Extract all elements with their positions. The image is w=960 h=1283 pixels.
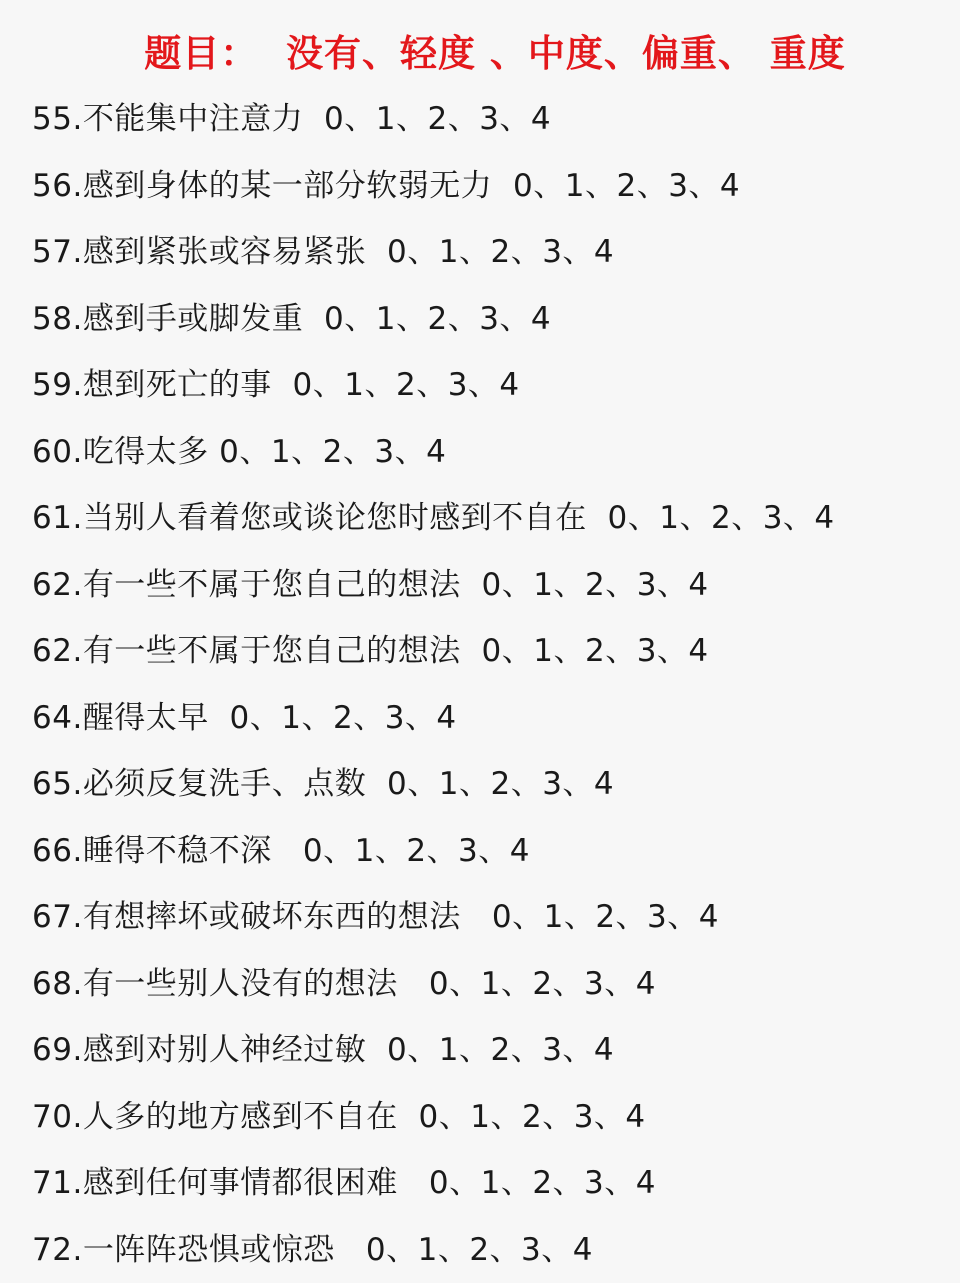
- question-item: [32, 86, 952, 153]
- rating-scale: 0、1、2、3、4: [324, 301, 551, 337]
- question-number: 61.: [32, 500, 83, 536]
- question-item: [32, 552, 952, 619]
- question-number: 70.: [32, 1099, 83, 1135]
- question-number: 72.: [32, 1232, 83, 1268]
- question-number: 69.: [32, 1032, 83, 1068]
- question-item: [32, 286, 952, 353]
- question-number: 68.: [32, 966, 83, 1002]
- question-text: 有一些不属于您自己的想法: [83, 567, 482, 603]
- question-item: [32, 1084, 952, 1151]
- question-text: 感到对别人神经过敏: [83, 1032, 387, 1068]
- question-number: 64.: [32, 700, 83, 736]
- question-text: 有一些不属于您自己的想法: [83, 633, 482, 669]
- question-number: 71.: [32, 1165, 83, 1201]
- question-number: 62.: [32, 633, 83, 669]
- question-text: 感到任何事情都很困难: [83, 1165, 429, 1201]
- question-text: 当别人看着您或谈论您时感到不自在: [83, 500, 608, 536]
- question-item: [32, 618, 952, 685]
- question-number: 60.: [32, 434, 83, 470]
- question-text: 人多的地方感到不自在: [83, 1099, 419, 1135]
- rating-scale: 0、1、2、3、4: [293, 367, 520, 403]
- question-number: 56.: [32, 168, 83, 204]
- rating-scale: 0、1、2、3、4: [429, 1165, 656, 1201]
- question-text: 感到手或脚发重: [83, 301, 324, 337]
- question-number: 66.: [32, 833, 83, 869]
- page-title: 题目： 没有、轻度 、中度、偏重、 重度: [0, 26, 960, 82]
- rating-scale: 0、1、2、3、4: [419, 1099, 646, 1135]
- question-item: [32, 751, 952, 818]
- question-number: 65.: [32, 766, 83, 802]
- question-number: 55.: [32, 101, 83, 137]
- rating-scale: 0、1、2、3、4: [230, 700, 457, 736]
- rating-scale: 0、1、2、3、4: [387, 234, 614, 270]
- question-text: 睡得不稳不深: [83, 833, 303, 869]
- question-item: [32, 685, 952, 752]
- question-text: 醒得太早: [83, 700, 230, 736]
- question-item: [32, 884, 952, 951]
- rating-scale: 0、1、2、3、4: [219, 434, 446, 470]
- question-text: 必须反复洗手、点数: [83, 766, 387, 802]
- question-number: 59.: [32, 367, 83, 403]
- rating-scale: 0、1、2、3、4: [387, 1032, 614, 1068]
- rating-scale: 0、1、2、3、4: [482, 567, 709, 603]
- question-item: [32, 485, 952, 552]
- question-item: [32, 818, 952, 885]
- question-number: 67.: [32, 899, 83, 935]
- rating-scale: 0、1、2、3、4: [608, 500, 835, 536]
- question-item: [32, 153, 952, 220]
- rating-scale: 0、1、2、3、4: [482, 633, 709, 669]
- question-number: 57.: [32, 234, 83, 270]
- rating-scale: 0、1、2、3、4: [387, 766, 614, 802]
- question-text: 感到身体的某一部分软弱无力: [83, 168, 513, 204]
- question-text: 有想摔坏或破坏东西的想法: [83, 899, 492, 935]
- rating-scale: 0、1、2、3、4: [513, 168, 740, 204]
- question-number: 62.: [32, 567, 83, 603]
- question-item: [32, 419, 952, 486]
- question-list: [32, 86, 952, 1283]
- rating-scale: 0、1、2、3、4: [492, 899, 719, 935]
- question-item: [32, 1217, 952, 1283]
- question-item: [32, 219, 952, 286]
- question-text: 有一些别人没有的想法: [83, 966, 429, 1002]
- question-text: 不能集中注意力: [83, 101, 324, 137]
- question-item: [32, 951, 952, 1018]
- question-number: 58.: [32, 301, 83, 337]
- rating-scale: 0、1、2、3、4: [324, 101, 551, 137]
- question-text: 感到紧张或容易紧张: [83, 234, 387, 270]
- rating-scale: 0、1、2、3、4: [303, 833, 530, 869]
- question-item: [32, 1150, 952, 1217]
- question-text: 吃得太多: [83, 434, 219, 470]
- question-text: 一阵阵恐惧或惊恐: [83, 1232, 366, 1268]
- question-item: [32, 1017, 952, 1084]
- rating-scale: 0、1、2、3、4: [429, 966, 656, 1002]
- question-item: [32, 352, 952, 419]
- rating-scale: 0、1、2、3、4: [366, 1232, 593, 1268]
- question-text: 想到死亡的事: [83, 367, 293, 403]
